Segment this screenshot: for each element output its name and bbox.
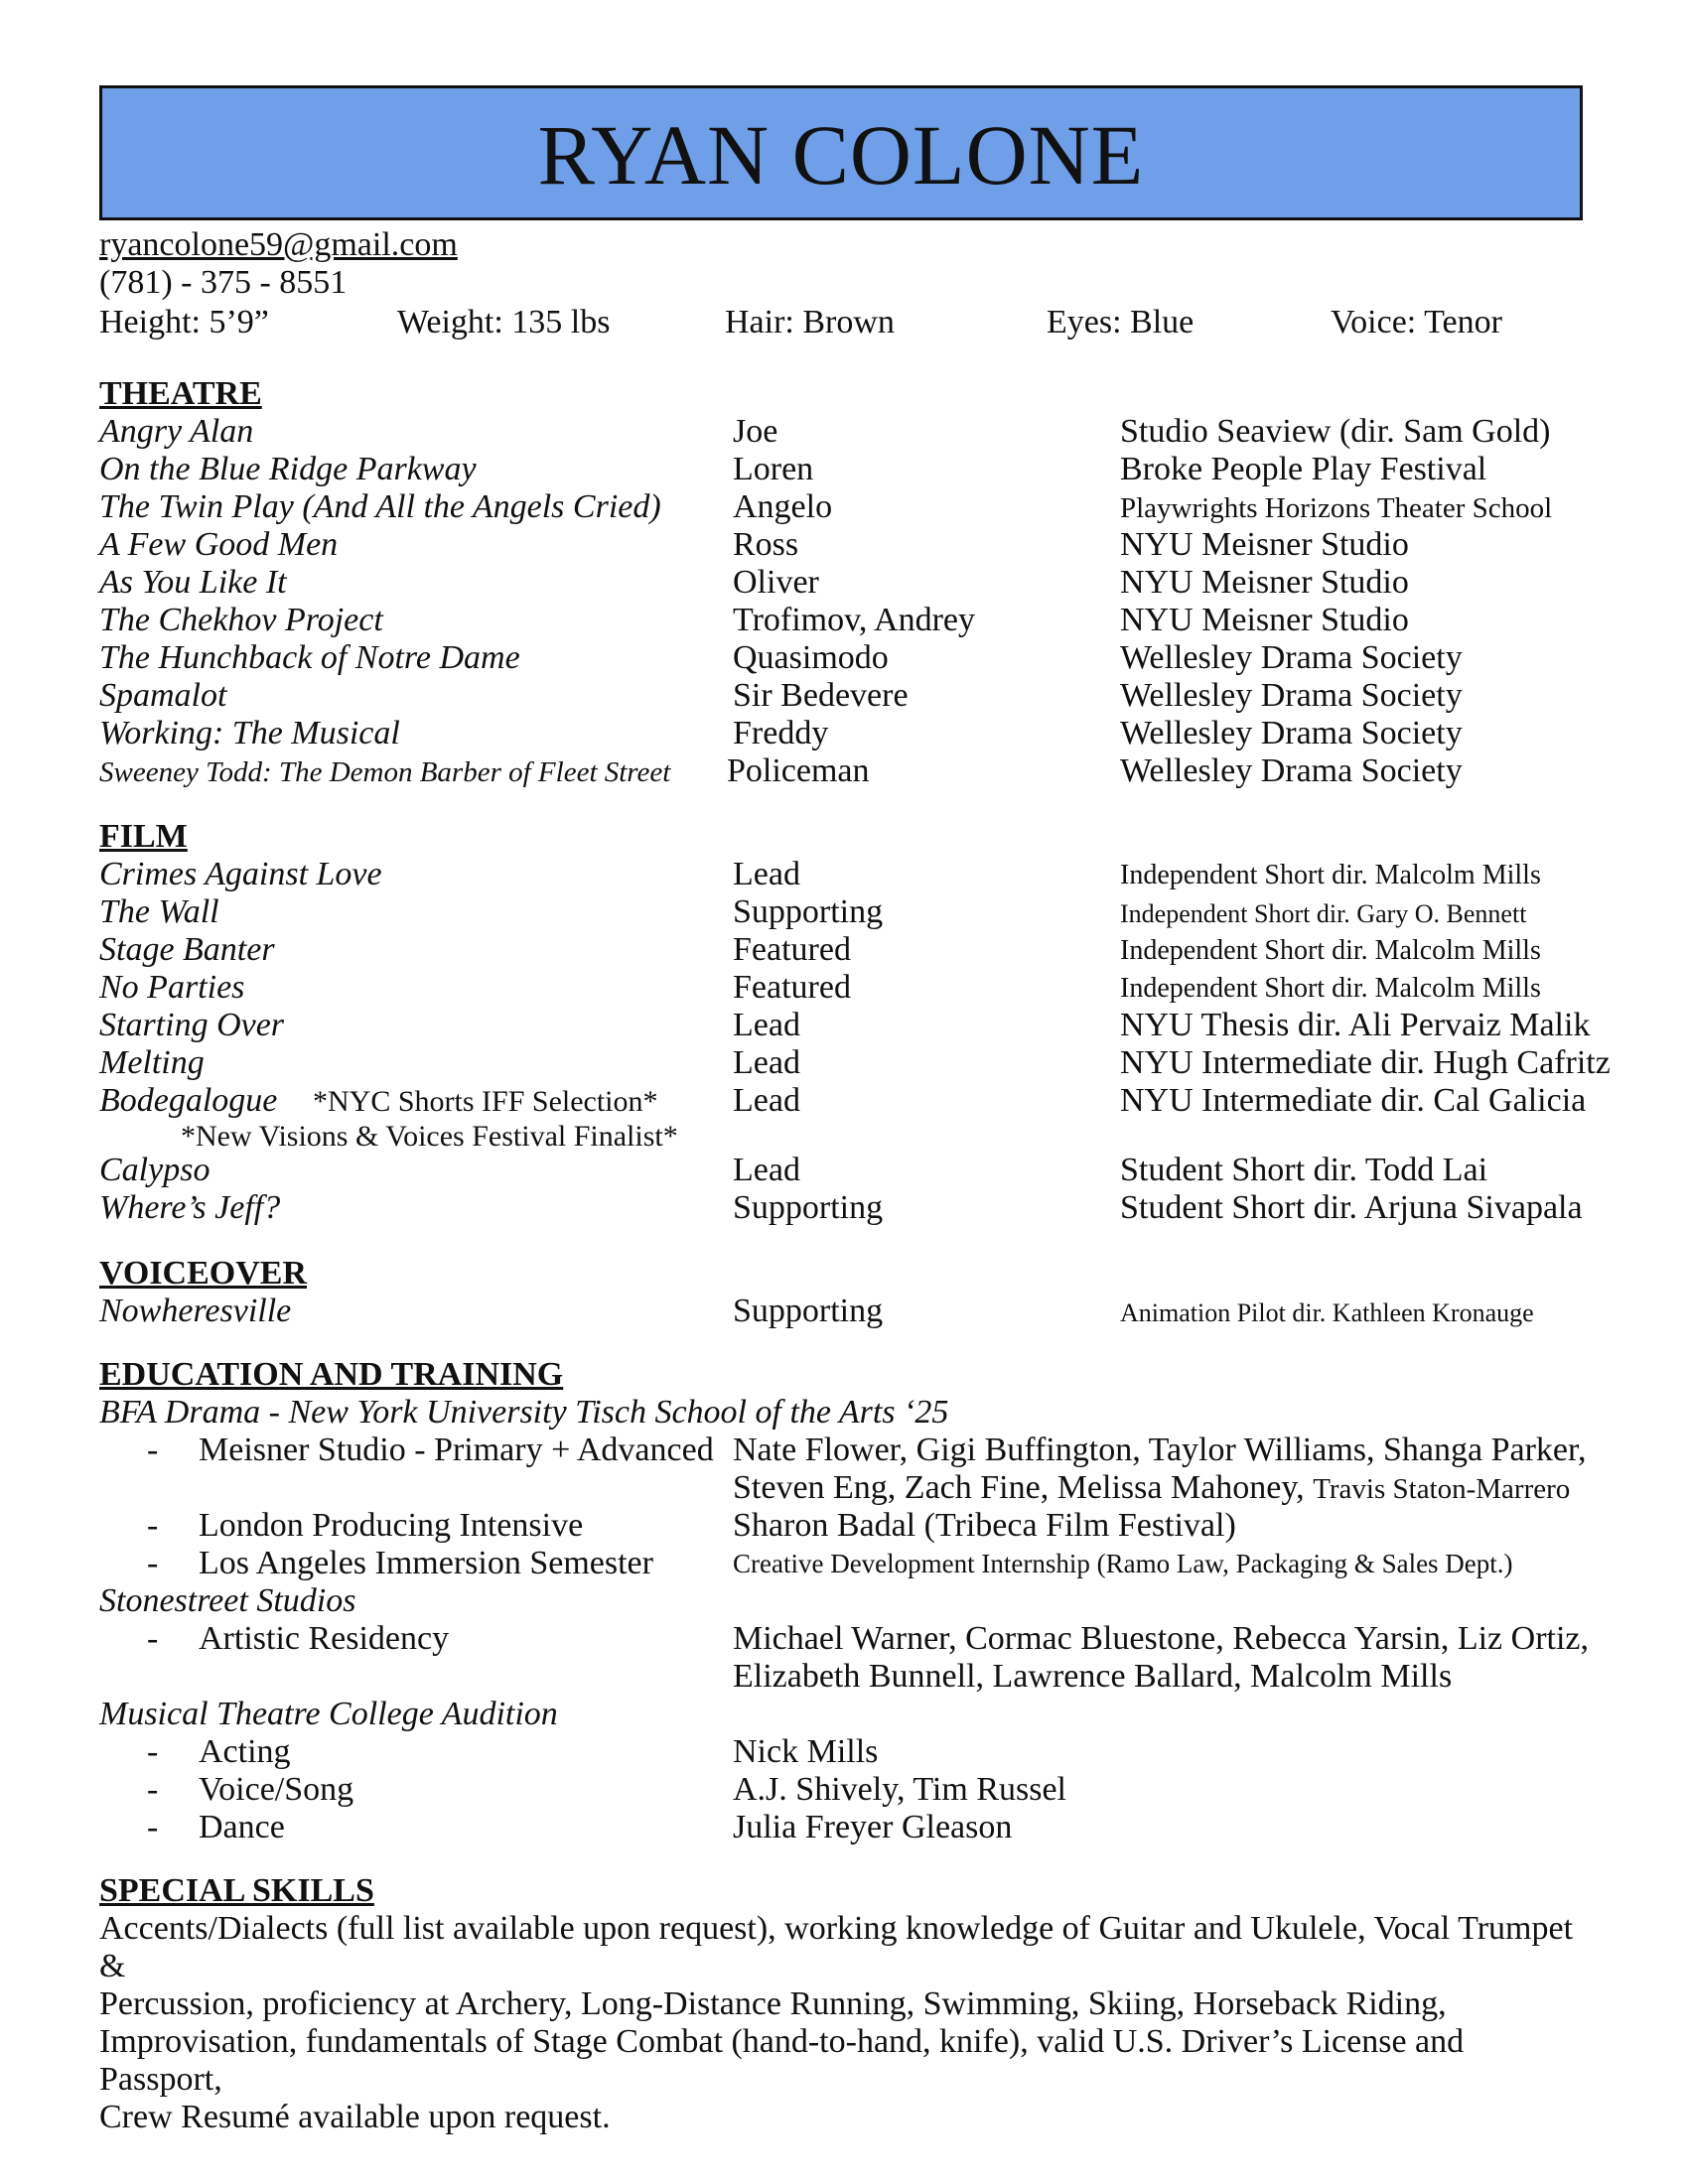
credit-company: Wellesley Drama Society [1120,752,1463,789]
training-detail-part: Steven Eng, Zach Fine, Melissa Mahoney, [733,1469,1305,1506]
festival-note: *New Visions & Voices Festival Finalist* [181,1120,678,1153]
skills-line: Improvisation, fundamentals of Stage Combat (hand-to-hand, knife), valid U.S. Driver’s License and Passport, [99,2023,1465,2098]
credit-company: Animation Pilot dir. Kathleen Kronauge [1120,1298,1534,1327]
credit-role: Loren [733,451,814,487]
credit-title: On the Blue Ridge Parkway [99,451,477,487]
credit-title: Sweeney Todd: The Demon Barber of Fleet Street [99,756,671,788]
credit-role: Sir Bedevere [733,677,909,714]
credit-company: Studio Seaview (dir. Sam Gold) [1120,413,1551,450]
training-item: Los Angeles Immersion Semester [199,1545,653,1581]
stat-voice: Voice: Tenor [1331,304,1502,341]
training-detail [733,1469,1570,1507]
credit-role: Oliver [733,564,819,601]
credit-row [0,413,1688,451]
email-link[interactable]: ryancolone59@gmail.com [99,226,458,263]
training-item: Artistic Residency [199,1620,450,1657]
credit-row [0,856,1688,893]
credit-role: Lead [733,1044,800,1081]
credit-row [0,752,1688,790]
credit-role: Featured [733,969,851,1006]
stat-weight: Weight: 135 lbs [397,304,611,341]
training-item: Voice/Song [199,1771,354,1808]
name-header-box [99,85,1583,220]
credit-company: Independent Short dir. Malcolm Mills [1120,935,1541,966]
training-detail: Sharon Badal (Tribeca Film Festival) [733,1507,1236,1544]
list-dash: - [147,1771,159,1808]
credit-company: Independent Short dir. Gary O. Bennett [1120,899,1527,928]
credit-role: Supporting [733,1293,884,1329]
credit-title: The Chekhov Project [99,602,383,638]
credit-company: Wellesley Drama Society [1120,677,1463,714]
credit-company: Student Short dir. Arjuna Sivapala [1120,1189,1583,1226]
credit-company: Student Short dir. Todd Lai [1120,1152,1488,1188]
credit-role: Lead [733,1007,800,1043]
credit-title: Melting [99,1044,205,1081]
credit-role: Supporting [733,893,884,930]
training-detail: Nate Flower, Gigi Buffington, Taylor Williams, Shanga Parker, [733,1432,1587,1468]
school-musical-theatre: Musical Theatre College Audition [99,1696,558,1732]
physical-stats [99,304,1583,343]
credit-row [0,488,1688,526]
training-item: Dance [199,1809,285,1845]
credit-title: The Hunchback of Notre Dame [99,639,520,676]
stat-height: Height: 5’9” [99,304,269,341]
credit-role: Angelo [733,488,833,525]
credit-row [0,451,1688,488]
stat-hair: Hair: Brown [725,304,895,341]
credit-company: NYU Meisner Studio [1120,602,1409,638]
credit-row [0,893,1688,931]
credit-company: Wellesley Drama Society [1120,715,1463,751]
training-detail: Elizabeth Bunnell, Lawrence Ballard, Malcolm Mills [733,1658,1453,1695]
credit-row [0,1082,1688,1120]
section-title-skills: SPECIAL SKILLS [99,1872,374,1909]
credit-role: Lead [733,856,800,892]
section-title-education: EDUCATION AND TRAINING [99,1356,564,1393]
list-dash: - [147,1432,159,1468]
school-nyu: BFA Drama - New York University Tisch School of the Arts ‘25 [99,1394,949,1431]
credit-company: NYU Thesis dir. Ali Pervaiz Malik [1120,1007,1591,1043]
credit-role: Quasimodo [733,639,889,676]
training-detail: Nick Mills [733,1733,879,1770]
credit-company: NYU Meisner Studio [1120,526,1409,563]
credit-role: Lead [733,1082,800,1119]
skills-line: Accents/Dialects (full list available upon request), working knowledge of Guitar and Ukulele, Vocal Trumpet & [99,1910,1574,1984]
section-title-theatre: THEATRE [99,375,262,412]
training-detail: Michael Warner, Cormac Bluestone, Rebecca Yarsin, Liz Ortiz, [733,1620,1590,1657]
credit-title: Spamalot [99,677,227,714]
credit-row [0,602,1688,639]
list-dash: - [147,1545,159,1581]
credit-title: A Few Good Men [99,526,339,563]
credit-role: Joe [733,413,778,450]
training-detail: A.J. Shively, Tim Russel [733,1771,1066,1808]
credit-title: Stage Banter [99,931,275,968]
credit-title: Starting Over [99,1007,285,1043]
skills-paragraph [99,1910,1589,2136]
credit-role: Freddy [733,715,829,751]
section-title-film: FILM [99,818,188,855]
training-detail: Creative Development Internship (Ramo Law, Packaging & Sales Dept.) [733,1549,1513,1578]
credit-role: Ross [733,526,799,563]
credit-role: Policeman [727,752,870,789]
credit-title: Nowheresville [99,1293,292,1329]
training-detail: Julia Freyer Gleason [733,1809,1013,1845]
credit-title: Bodegalogue [99,1082,278,1119]
credit-row [0,526,1688,564]
credit-role: Featured [733,931,851,968]
phone-number: (781) - 375 - 8551 [99,264,348,301]
credit-company: NYU Meisner Studio [1120,564,1409,601]
credit-title: Angry Alan [99,413,254,450]
credit-company: Independent Short dir. Malcolm Mills [1120,860,1541,890]
list-dash: - [147,1507,159,1544]
section-title-voiceover: VOICEOVER [99,1255,308,1292]
credit-row [0,639,1688,677]
credit-row [0,564,1688,602]
credit-company: Independent Short dir. Malcolm Mills [1120,973,1541,1004]
list-dash: - [147,1809,159,1845]
stat-eyes: Eyes: Blue [1047,304,1195,341]
credit-row [0,1189,1688,1227]
credit-row [0,1293,1688,1330]
credit-title: Calypso [99,1152,211,1188]
credit-row [0,677,1688,715]
festival-note: *NYC Shorts IFF Selection* [313,1085,658,1118]
credit-title: Where’s Jeff? [99,1189,281,1226]
skills-line: Crew Resumé available upon request. [99,2099,611,2135]
credit-title: The Wall [99,893,219,930]
credit-company: NYU Intermediate dir. Cal Galicia [1120,1082,1587,1119]
list-dash: - [147,1620,159,1657]
credit-title: The Twin Play (And All the Angels Cried) [99,488,661,525]
credit-company: Playwrights Horizons Theater School [1120,492,1553,524]
credit-title: Crimes Against Love [99,856,382,892]
credit-title: Working: The Musical [99,715,400,751]
credit-role: Trofimov, Andrey [733,602,975,638]
training-item: London Producing Intensive [199,1507,584,1544]
school-stonestreet: Stonestreet Studios [99,1582,356,1619]
credit-company: Broke People Play Festival [1120,451,1487,487]
actor-name: RYAN COLONE [537,107,1145,203]
contact-block [99,226,458,302]
list-dash: - [147,1733,159,1770]
credit-company: NYU Intermediate dir. Hugh Cafritz [1120,1044,1611,1081]
skills-line: Percussion, proficiency at Archery, Long-Distance Running, Swimming, Skiing, Horseback Riding, [99,1985,1447,2022]
credit-row [0,969,1688,1007]
training-item: Meisner Studio - Primary + Advanced [199,1432,714,1468]
credit-company: Wellesley Drama Society [1120,639,1463,676]
credit-title: No Parties [99,969,245,1006]
credit-row [0,1007,1688,1044]
credit-row [0,1152,1688,1189]
credit-role: Supporting [733,1189,884,1226]
credit-row [0,715,1688,752]
training-item: Acting [199,1733,291,1770]
credit-row [0,931,1688,969]
credit-title: As You Like It [99,564,287,601]
credit-role: Lead [733,1152,800,1188]
credit-row [0,1044,1688,1082]
training-detail-part: Travis Staton-Marrero [1313,1473,1571,1505]
